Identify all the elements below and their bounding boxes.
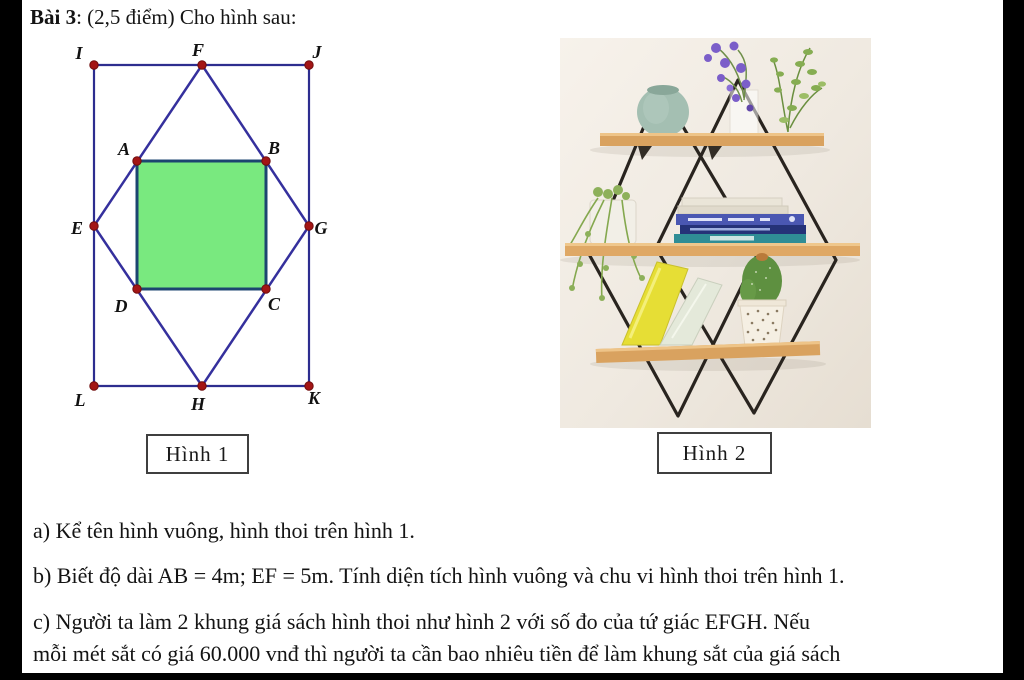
right-letterbox-bar (1003, 0, 1024, 680)
question-a: a) Kể tên hình vuông, hình thoi trên hình 1. (33, 518, 415, 543)
question-c (33, 606, 1008, 670)
figure2-caption-box (657, 432, 772, 474)
bottom-letterbox-bar (0, 673, 1024, 680)
label-E: E (70, 218, 84, 238)
point-L (90, 382, 98, 390)
label-A: A (117, 139, 131, 159)
label-L: L (74, 390, 86, 410)
point-A (133, 157, 141, 165)
question-b: b) Biết độ dài AB = 4m; EF = 5m. Tính diện tích hình vuông và chu vi hình thoi trên hình 1. (33, 563, 845, 588)
point-J (305, 61, 313, 69)
figure2-caption: Hình 2 (682, 440, 747, 465)
cactus-pot (738, 253, 786, 346)
left-letterbox-bar (0, 0, 22, 680)
figure2-photo (560, 38, 871, 428)
point-G (305, 222, 313, 230)
label-H: H (190, 394, 206, 414)
figure1-caption-box (146, 434, 249, 474)
question-c-line2: mỗi mét sắt có giá 60.000 vnđ thì người ta cần bao nhiêu tiền để làm khung sắt của giá sách (33, 641, 841, 666)
point-B (262, 157, 270, 165)
wooden-shelf-middle (565, 243, 860, 256)
point-H (198, 382, 206, 390)
point-I (90, 61, 98, 69)
point-F (198, 61, 206, 69)
figure1-diagram (50, 33, 360, 431)
point-D (133, 285, 141, 293)
label-D: D (114, 296, 128, 316)
label-I: I (75, 43, 83, 63)
label-K: K (307, 388, 321, 408)
square-ABCD (137, 161, 266, 289)
problem-label: Bài 3 (30, 5, 77, 29)
figure1-caption: Hình 1 (165, 441, 230, 466)
label-G: G (314, 218, 328, 238)
problem-intro: : (2,5 điểm) Cho hình sau: (76, 5, 297, 29)
label-F: F (191, 40, 205, 60)
problem-title (30, 5, 297, 30)
question-c-line1: c) Người ta làm 2 khung giá sách hình thoi như hình 2 với số đo của tứ giác EFGH. Nếu (33, 609, 810, 634)
label-C: C (267, 294, 281, 314)
point-C (262, 285, 270, 293)
point-E (90, 222, 98, 230)
label-B: B (267, 138, 281, 158)
label-J: J (312, 42, 322, 62)
